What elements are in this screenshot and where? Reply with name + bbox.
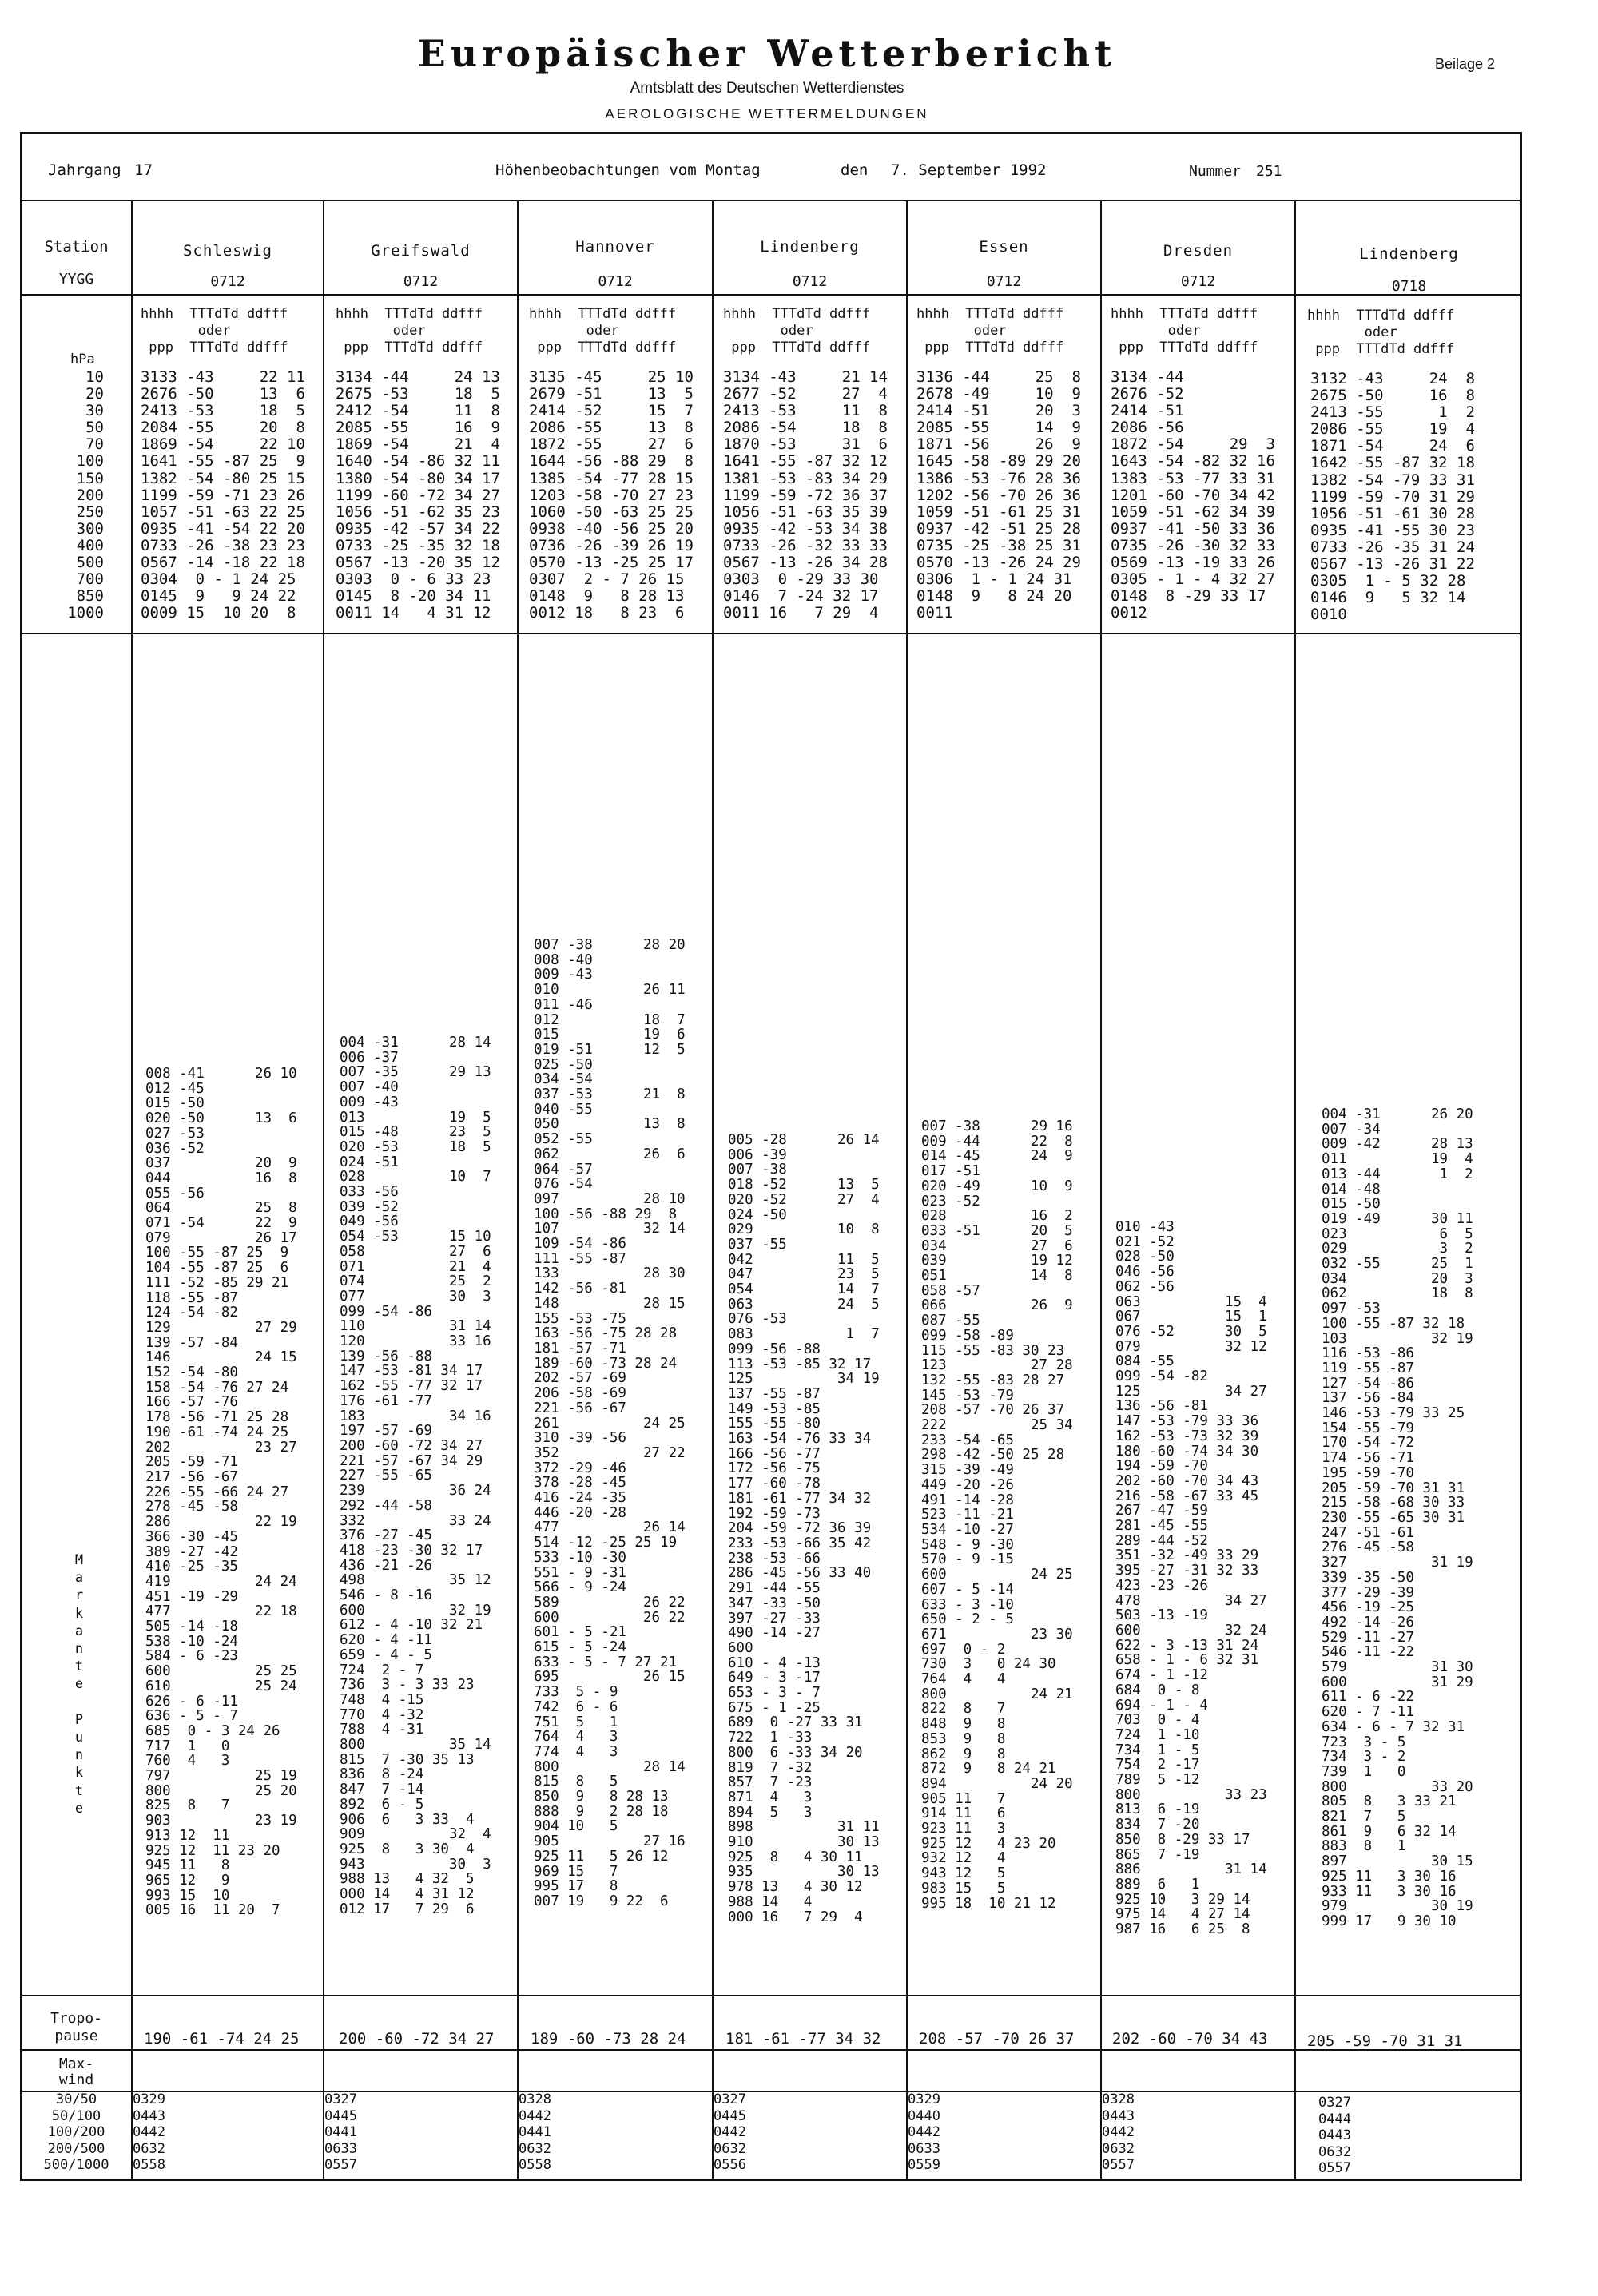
max-wind-data: 0329 0440 0442 0633 0559: [908, 2091, 940, 2173]
standard-level-data: 3135 -45 25 10 2679 -51 13 5 2414 -52 15 7 2086 -55 13 8 1872 -55 27 6 1644 -56 -88 29 8 1385 -54 -77 28 15 1203 -58 -70 27 23 1060 -50 -63 25 25 0938 -40 -56 25 20 0736 -26 -39 26 19 0570 -13 -25 25 17 0307 2 - 7 26 15 0148 9 8 28 13 0012 18 8 23 6: [529, 368, 694, 622]
standard-level-data: 3133 -43 22 11 2676 -50 13 6 2413 -53 18 5 2084 -55 20 8 1869 -54 22 10 1641 -55 -87 25 9 1382 -54 -80 25 15 1199 -59 -71 23 26 1057 -51 -63 22 25 0935 -41 -54 22 20 0733 -26 -38 23 23 0567 -14 -18 22 18 0304 0 - 1 24 25 0145 9 9 24 22 0009 15 10 20 8: [141, 368, 305, 622]
column-header: hhhh TTTdTd ddfff oder ppp TTTdTd ddfff: [141, 306, 288, 356]
rule-header-bottom: [20, 200, 1522, 201]
col-divider-5: [1100, 200, 1102, 2181]
column-header: hhhh TTTdTd ddfff oder ppp TTTdTd ddfff: [336, 306, 483, 356]
col-divider-2: [517, 200, 519, 2181]
rule-significant-bottom: [20, 1995, 1522, 1996]
station-time: 0712: [986, 273, 1022, 290]
column-header: hhhh TTTdTd ddfff oder ppp TTTdTd ddfff: [1111, 306, 1258, 356]
page-subtitle: Amtsblatt des Deutschen Wetterdienstes: [630, 80, 904, 97]
station-time: 0718: [1391, 278, 1427, 295]
standard-level-data: 3132 -43 24 8 2675 -50 16 8 2413 -55 1 2 2086 -55 19 4 1871 -54 24 6 1642 -55 -87 32 18 1382 -54 -79 33 31 1199 -59 -70 31 29 1056 -51 -61 30 28 0935 -41 -55 30 23 0733 -26 -35 31 24 0567 -13 -26 31 22 0305 1 - 5 32 28 0146 9 5 32 14 0010: [1310, 370, 1475, 624]
year-label: Jahrgang: [48, 161, 121, 179]
station-time: 0712: [403, 273, 439, 290]
station-name: Hannover: [575, 238, 655, 256]
station-name: Lindenberg: [1359, 245, 1459, 263]
col-divider-0: [131, 200, 133, 2181]
max-wind-data: 0327 0445 0441 0633 0557: [324, 2091, 357, 2173]
column-header: hhhh TTTdTd ddfff oder ppp TTTdTd ddfff: [916, 306, 1064, 356]
col-divider-3: [712, 200, 714, 2181]
max-wind-data: 0327 0445 0442 0632 0556: [714, 2091, 746, 2173]
max-wind-data: 0329 0443 0442 0632 0558: [133, 2091, 165, 2173]
tropopause-label: Tropo- pause: [50, 2010, 103, 2044]
page-title: Europäischer Wetterbericht: [417, 32, 1117, 75]
date-value: 7. September 1992: [891, 161, 1047, 179]
section-title: AEROLOGISCHE WETTERMELDUNGEN: [605, 106, 929, 121]
max-wind-data: 0327 0444 0443 0632 0557: [1318, 2095, 1351, 2176]
standard-level-data: 3134 -44 24 13 2675 -53 18 5 2412 -54 11 8 2085 -55 16 9 1869 -54 21 4 1640 -54 -86 32 11 1380 -54 -80 34 17 1199 -60 -72 34 27 1056 -51 -62 35 23 0935 -42 -57 34 22 0733 -25 -35 32 18 0567 -13 -20 35 12 0303 0 - 6 33 23 0145 8 -20 34 11 0011 14 4 31 12: [336, 368, 500, 622]
max-wind-data: 0328 0443 0442 0632 0557: [1102, 2091, 1135, 2173]
tropopause-data: 189 -60 -73 28 24: [531, 2030, 686, 2048]
pressure-levels: 10 20 30 50 70 100 150 200 250 300 400 500 700 850 1000: [67, 368, 104, 622]
significant-point-data: 004 -31 26 20 007 -34 009 -42 28 13 011 19 4 013 -44 1 2 014 -48 015 -50 019 -49 30 11 023 6 5 029 3 2 032 -55 25 1 034 20 3 062 18 8 097 -53 100 -55 -87 32 18 103 32 19 116 -53 -86 119 -55 -87 127 -54 -86 137 -56 -84 146 -53 -79 33 25 154 -55 -79 170 -54 -72 174 -56 -71 195 -59 -70 205 -59 -70 31 31 215 -58 -68 30 33 230 -55 -65 30 31 247 -51 -61 276 -45 -58 327 31 19 339 -35 -50 377 -29 -39 456 -19 -25 492 -14 -26 529 -11 -27 546 -11 -22 579 31 30 600 31 29 611 - 6 -22 620 - 7 -11 634 - 6 - 7 32 31 723 3 - 5 734 3 - 2 739 1 0 800 33 20 805 8 3 33 21 821 7 5 861 9 6 32 14 883 8 1 897 30 15 925 11 3 30 16 933 11 3 30 16 979 30 19 999 17 9 30 10: [1322, 1106, 1473, 1929]
standard-level-data: 3134 -44 2676 -52 2414 -51 2086 -56 1872 -54 29 3 1643 -54 -82 32 16 1383 -53 -77 33 31 1201 -60 -70 34 42 1059 -51 -62 34 39 0937 -41 -50 33 36 0735 -26 -30 32 33 0569 -13 -19 33 26 0305 - 1 - 4 32 27 0148 8 -29 33 17 0012: [1111, 368, 1275, 622]
observation-title: Höhenbeobachtungen vom Montag: [495, 161, 761, 179]
station-name: Essen: [979, 238, 1029, 256]
significant-point-data: 010 -43 021 -52 028 -50 046 -56 062 -56 063 15 4 067 15 1 076 -52 30 5 079 32 12 084 -55 099 -54 -82 125 34 27 136 -56 -81 147 -53 -79 33 36 162 -53 -73 32 39 180 -60 -74 34 30 194 -59 -70 202 -60 -70 34 43 216 -58 -67 33 45 267 -47 -59 281 -45 -55 289 -44 -52 351 -32 -49 33 29 395 -27 -31 32 33 423 -23 -26 478 34 27 503 -13 -19 600 32 24 622 - 3 -13 31 24 658 - 1 - 6 32 31 674 - 1 -12 684 0 - 8 694 - 1 - 4 703 0 - 4 724 1 -10 734 1 - 5 754 2 -17 789 5 -12 800 33 23 813 6 -19 834 7 -20 850 8 -29 33 17 865 7 -19 886 31 14 889 6 1 925 10 3 29 14 975 14 4 27 14 987 16 6 25 8: [1115, 1219, 1267, 1938]
rule-maxwind-header-bottom: [20, 2091, 1522, 2092]
markante-punkte-label: M a r k a n t e P u n k t e: [74, 1552, 84, 1817]
column-header: hhhh TTTdTd ddfff oder ppp TTTdTd ddfff: [529, 306, 677, 356]
rule-standard-levels-bottom: [20, 633, 1522, 634]
tropopause-data: 200 -60 -72 34 27: [339, 2030, 495, 2048]
date-label: den: [841, 161, 869, 179]
yygg-label: YYGG: [58, 271, 94, 288]
standard-level-data: 3136 -44 25 8 2678 -49 10 9 2414 -51 20 3 2085 -55 14 9 1871 -56 26 9 1645 -58 -89 29 20 1386 -53 -76 28 36 1202 -56 -70 26 36 1059 -51 -61 25 31 0937 -42 -51 25 28 0735 -25 -38 25 31 0570 -13 -26 24 29 0306 1 - 1 24 31 0148 9 8 24 20 0011: [916, 368, 1081, 622]
tropopause-data: 202 -60 -70 34 43: [1112, 2030, 1268, 2048]
tropopause-data: 190 -61 -74 24 25: [144, 2030, 300, 2048]
standard-level-data: 3134 -43 21 14 2677 -52 27 4 2413 -53 11 8 2086 -54 18 8 1870 -53 31 6 1641 -55 -87 32 12 1381 -53 -83 34 29 1199 -59 -72 36 37 1056 -51 -63 35 39 0935 -42 -53 34 38 0733 -26 -32 33 33 0567 -13 -26 34 28 0303 0 -29 33 30 0146 7 -24 32 17 0011 16 7 29 4: [723, 368, 888, 622]
col-divider-4: [906, 200, 908, 2181]
tropopause-data: 181 -61 -77 34 32: [725, 2030, 881, 2048]
station-name: Greifswald: [371, 242, 471, 260]
max-wind-data: 0328 0442 0441 0632 0558: [519, 2091, 551, 2173]
significant-point-data: 007 -38 28 20 008 -40 009 -43 010 26 11 011 -46 012 18 7 015 19 6 019 -51 12 5 025 -50 034 -54 037 -53 21 8 040 -55 050 13 8 052 -55 062 26 6 064 -57 076 -54 097 28 10 100 -56 -88 29 8 107 32 14 109 -54 -86 111 -55 -87 133 28 30 142 -56 -81 148 28 15 155 -53 -75 163 -56 -75 28 28 181 -57 -71 189 -60 -73 28 24 202 -57 -69 206 -58 -69 221 -56 -67 261 24 25 310 -39 -56 352 27 22 372 -29 -46 378 -28 -45 416 -24 -35 446 -20 -28 477 26 14 514 -12 -25 25 19 533 -10 -30 551 - 9 -31 566 - 9 -24 589 26 22 600 26 22 601 - 5 -21 615 - 5 -24 633 - 5 - 7 27 21 695 26 15 733 5 - 9 742 6 - 6 751 5 1 764 4 3 774 4 3 800 28 14 815 8 5 850 9 8 28 13 888 9 2 28 18 904 10 5 905 27 16 925 11 5 26 12 969 15 7 995 17 8 007 19 9 22 6: [534, 937, 686, 1909]
column-header: hhhh TTTdTd ddfff oder ppp TTTdTd ddfff: [723, 306, 871, 356]
max-wind-levels: 30/50 50/100 100/200 200/500 500/1000: [43, 2091, 109, 2173]
station-time: 0712: [1180, 273, 1216, 290]
significant-point-data: 007 -38 29 16 009 -44 22 8 014 -45 24 9 017 -51 020 -49 10 9 023 -52 028 16 2 033 -51 20 5 034 27 6 039 19 12 051 14 8 058 -57 066 26 9 087 -55 099 -58 -89 115 -55 -83 30 23 123 27 28 132 -55 -83 28 27 145 -53 -79 208 -57 -70 26 37 222 25 34 233 -54 -65 298 -42 -50 25 28 315 -39 -49 449 -20 -26 491 -14 -28 523 -11 -21 534 -10 -27 548 - 9 -30 570 - 9 -15 600 24 25 607 - 5 -14 633 - 3 -10 650 - 2 - 5 671 23 30 697 0 - 2 730 3 0 24 30 764 4 4 800 24 21 822 8 7 848 9 8 853 9 8 862 9 8 872 9 8 24 21 894 24 20 905 11 7 914 11 6 923 11 3 925 12 4 23 20 932 12 4 943 12 5 983 15 5 995 18 10 21 12: [921, 1118, 1073, 1912]
year-value: 17: [134, 161, 153, 179]
tropopause-data: 205 -59 -70 31 31: [1307, 2032, 1463, 2050]
significant-point-data: 008 -41 26 10 012 -45 015 -50 020 -50 13 6 027 -53 036 -52 037 20 9 044 16 8 055 -56 064 25 8 071 -54 22 9 079 26 17 100 -55 -87 25 9 104 -55 -87 25 6 111 -52 -85 29 21 118 -55 -87 124 -54 -82 129 27 29 139 -57 -84 146 24 15 152 -54 -80 158 -54 -76 27 24 166 -57 -76 178 -56 -71 25 28 190 -61 -74 24 25 202 23 27 205 -59 -71 217 -56 -67 226 -55 -66 24 27 278 -45 -58 286 22 19 366 -30 -45 389 -27 -42 410 -25 -35 419 24 24 451 -19 -29 477 22 18 505 -14 -18 538 -10 -24 584 - 6 -23 600 25 25 610 25 24 626 - 6 -11 636 - 5 - 7 685 0 - 3 24 26 717 1 0 760 4 3 797 25 19 800 25 20 825 8 7 903 23 19 913 12 11 925 12 11 23 20 945 11 8 965 12 9 993 15 10 005 16 11 20 7: [145, 1066, 297, 1919]
station-name: Lindenberg: [760, 238, 860, 256]
tropopause-data: 208 -57 -70 26 37: [919, 2030, 1075, 2048]
significant-point-data: 004 -31 28 14 006 -37 007 -35 29 13 007 -40 009 -43 013 19 5 015 -48 23 5 020 -53 18 5 024 -51 028 10 7 033 -56 039 -52 049 -56 054 -53 15 10 058 27 6 071 21 4 074 25 2 077 30 3 099 -54 -86 110 31 14 120 33 16 139 -56 -88 147 -53 -81 34 17 162 -55 -77 32 17 176 -61 -77 183 34 16 197 -57 -69 200 -60 -72 34 27 221 -57 -67 34 29 227 -55 -65 239 36 24 292 -44 -58 332 33 24 376 -27 -45 418 -23 -30 32 17 436 -21 -26 498 35 12 546 - 8 -16 600 32 19 612 - 4 -10 32 21 620 - 4 -11 659 - 4 - 5 724 2 - 7 736 3 - 3 33 23 748 4 -15 770 4 -32 788 4 -31 800 35 14 815 7 -30 35 13 836 8 -24 847 7 -14 892 6 - 5 906 6 3 33 4 909 32 4 925 8 3 30 4 943 30 3 988 13 4 32 5 000 14 4 31 12 012 17 7 29 6: [340, 1035, 491, 1917]
number-label: Nummer: [1189, 163, 1242, 180]
column-header: hhhh TTTdTd ddfff oder ppp TTTdTd ddfff: [1307, 308, 1455, 357]
station-time: 0712: [792, 273, 828, 290]
station-label: Station: [44, 238, 109, 256]
max-wind-label: Max- wind: [58, 2056, 94, 2088]
station-time: 0712: [598, 273, 633, 290]
hpa-label: hPa: [70, 352, 95, 367]
rule-tropopause-bottom: [20, 2049, 1522, 2051]
station-name: Dresden: [1163, 242, 1234, 260]
col-divider-1: [323, 200, 324, 2181]
significant-point-data: 005 -28 26 14 006 -39 007 -38 018 -52 13 5 020 -52 27 4 024 -50 029 10 8 037 -55 042 11 5 047 23 5 054 14 7 063 24 5 076 -53 083 1 7 099 -56 -88 113 -53 -85 32 17 125 34 19 137 -55 -87 149 -53 -85 155 -55 -80 163 -54 -76 33 34 166 -56 -77 172 -56 -75 177 -60 -78 181 -61 -77 34 32 192 -59 -73 204 -59 -72 36 39 233 -53 -66 35 42 238 -53 -66 286 -45 -56 33 40 291 -44 -55 347 -33 -50 397 -27 -33 490 -14 -27 600 610 - 4 -13 649 - 3 -17 653 - 3 - 7 675 - 1 -25 689 0 -27 33 31 722 1 -33 800 6 -33 34 20 819 7 -32 857 7 -23 871 4 3 894 5 3 898 31 11 910 30 13 925 8 4 30 11 935 30 13 978 13 4 30 12 988 14 4 000 16 7 29 4: [728, 1132, 880, 1925]
col-divider-6: [1294, 200, 1296, 2181]
supplement-label: Beilage 2: [1435, 56, 1496, 72]
station-time: 0712: [210, 273, 245, 290]
number-value: 251: [1256, 163, 1282, 180]
station-name: Schleswig: [183, 242, 272, 260]
